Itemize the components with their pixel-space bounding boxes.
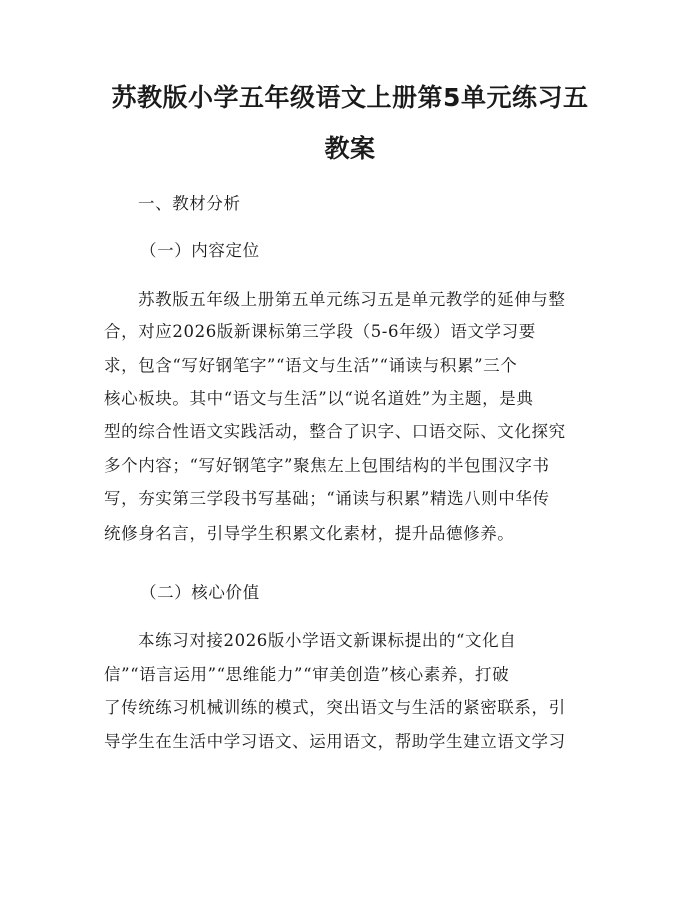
subheading-core-value: （二）核心价值 bbox=[140, 583, 260, 602]
paragraph-1-line: 型的综合性语文实践活动，整合了识字、口语交际、文化探究 bbox=[104, 422, 566, 441]
paragraph-1-line: 多个内容；“写好钢笔字”聚焦左上包围结构的半包围汉字书 bbox=[104, 456, 550, 475]
paragraph-1-line: 核心板块。其中“语文与生活”以“说名道姓”为主题，是典 bbox=[104, 389, 534, 408]
section-heading-analysis: 一、教材分析 bbox=[138, 194, 241, 213]
paragraph-2-line: 了传统练习机械训练的模式，突出语文与生活的紧密联系，引 bbox=[104, 698, 566, 717]
paragraph-2-line: 导学生在生活中学习语文、运用语文，帮助学生建立语文学习 bbox=[104, 732, 566, 751]
subheading-content-positioning: （一）内容定位 bbox=[140, 241, 260, 260]
paragraph-2-line: 信”“语言运用”“思维能力”“审美创造”核心素养，打破 bbox=[104, 665, 510, 684]
paragraph-1-line: 苏教版五年级上册第五单元练习五是单元教学的延伸与整 bbox=[138, 290, 566, 309]
paragraph-1-line: 合，对应2026版新课标第三学段（5-6年级）语文学习要 bbox=[104, 322, 536, 341]
paragraph-1-line: 统修身名言，引导学生积累文化素材，提升品德修养。 bbox=[104, 524, 515, 543]
paragraph-2-line: 本练习对接2026版小学语文新课标提出的“文化自 bbox=[138, 631, 517, 650]
paragraph-1-line: 写，夯实第三学段书写基础；“诵读与积累”精选八则中华传 bbox=[104, 489, 550, 508]
document-title-line-1: 苏教版小学五年级语文上册第5单元练习五 bbox=[111, 83, 589, 112]
document-title-line-2: 教案 bbox=[324, 134, 376, 163]
paragraph-1-line: 求，包含“写好钢笔字”“语文与生活”“诵读与积累”三个 bbox=[104, 356, 518, 375]
